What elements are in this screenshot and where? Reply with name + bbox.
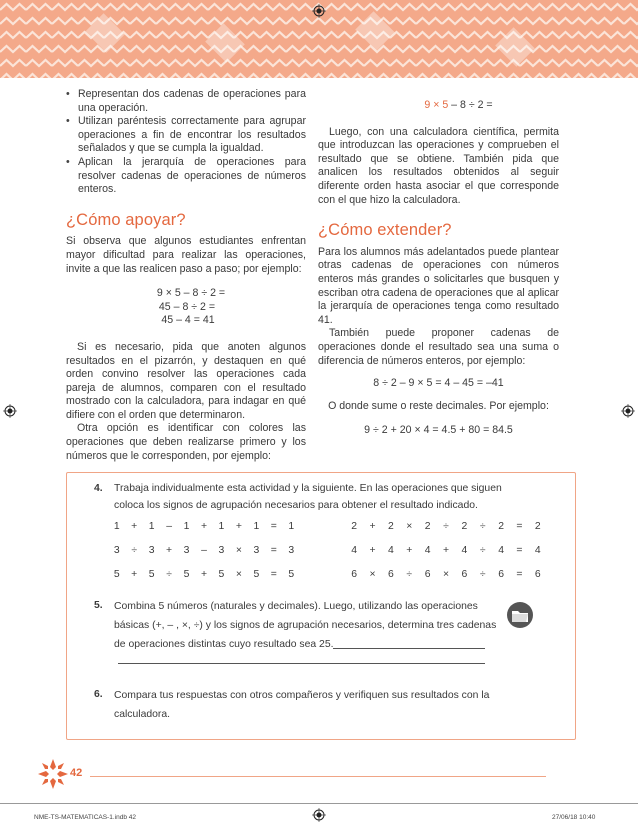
equation-token: 2 bbox=[461, 521, 468, 532]
activity-number: 6. bbox=[94, 689, 103, 700]
equation-token: 1 bbox=[113, 521, 120, 532]
paragraph: Si observa que algunos estudiantes enfrentan mayor dificultad para realizar las operaciones, invite a que las realicen paso a paso; por ejemplo: bbox=[66, 235, 306, 275]
equation-token: 5 bbox=[113, 569, 120, 580]
example-rest: – 8 ÷ 2 = bbox=[448, 99, 493, 111]
equation-token: × bbox=[442, 569, 450, 580]
equation-token: + bbox=[442, 545, 450, 556]
equation-token: 6 bbox=[351, 569, 358, 580]
equation-token: – bbox=[201, 545, 207, 556]
equation-token: + bbox=[200, 521, 208, 532]
activity-text-line: Trabaja individualmente esta actividad y la siguiente. En las operaciones que siguen bbox=[114, 483, 502, 494]
activity-text-line: Combina 5 números (naturales y decimales). Luego, utilizando las operaciones bbox=[114, 601, 478, 612]
equation-token: 6 bbox=[461, 569, 468, 580]
step-line: 9 × 5 – 8 ÷ 2 = bbox=[156, 287, 226, 300]
equation-token: 4 bbox=[498, 545, 504, 556]
equations-left bbox=[108, 521, 300, 593]
equation-token: 1 bbox=[218, 521, 225, 532]
activity-text-line: de operaciones distintas cuyo resultado sea 25. bbox=[114, 639, 334, 650]
equation-token: ÷ bbox=[406, 569, 413, 580]
equation-token: ÷ bbox=[479, 545, 486, 556]
equation-token: 4 bbox=[388, 545, 394, 556]
equation-token: = bbox=[516, 521, 523, 532]
paragraph: También puede proponer cadenas de operaciones donde el resultado sea una suma o diferencia de números enteros, por ejemplo: bbox=[318, 327, 559, 367]
footer-divider bbox=[90, 776, 546, 777]
list-item: • Utilizan paréntesis correctamente para agrupar operaciones a fin de encontrar los resultados señalados y que se cumpla la igualdad. bbox=[66, 115, 306, 156]
paragraph: O donde sume o reste decimales. Por ejemplo: bbox=[328, 399, 549, 412]
list-item: • Aplican la jerarquía de operaciones para resolver cadenas de operaciones de números enteros. bbox=[66, 156, 306, 197]
step-line: 45 – 4 = 41 bbox=[161, 314, 215, 327]
activity-text-line: Compara tus respuestas con otros compañeros y verifiquen sus resultados con la bbox=[114, 690, 490, 701]
answer-line[interactable] bbox=[118, 663, 485, 664]
registration-mark-icon bbox=[312, 808, 326, 822]
equation-token: – bbox=[166, 521, 172, 532]
equation-token: 3 bbox=[183, 545, 190, 556]
folder-icon bbox=[505, 601, 535, 629]
equation-token: = bbox=[516, 545, 523, 556]
paragraph: Luego, con una calculadora científica, permita que introduzcan las operaciones y comprueben el resultado que se obtiene. También pida que analicen los resultados obtenidos al seguir diferente orden hasta asociar el que corresponde con el que hizo la calculadora. bbox=[318, 125, 559, 206]
equation-token: ÷ bbox=[479, 569, 486, 580]
equation-token: 2 bbox=[498, 521, 504, 532]
activity-5 bbox=[94, 597, 554, 657]
equation-token: = bbox=[516, 569, 523, 580]
page-number: 42 bbox=[70, 767, 83, 779]
crop-line bbox=[0, 803, 638, 804]
equation-token: 4 bbox=[424, 545, 431, 556]
activity-text-line: coloca los signos de agrupación necesarios para obtener el resultado indicado. bbox=[114, 500, 478, 511]
equation-token: + bbox=[200, 569, 208, 580]
activity-text-line: calculadora. bbox=[114, 709, 171, 720]
print-file-name: NME-TS-MATEMATICAS-1.indb 42 bbox=[34, 814, 136, 821]
equation-token: 2 bbox=[424, 521, 431, 532]
activity-text-line: básicas (+, – , ×, ÷) y los signos de agrupación necesarios, determina tres cadenas bbox=[114, 620, 497, 631]
example-equation: 9 ÷ 2 + 20 × 4 = 4.5 + 80 = 84.5 bbox=[364, 424, 513, 437]
equation-token: 1 bbox=[288, 521, 295, 532]
left-column bbox=[66, 88, 306, 463]
step-line: 45 – 8 ÷ 2 = bbox=[158, 300, 216, 313]
equation-token: × bbox=[235, 569, 242, 580]
equation-token: 2 bbox=[534, 521, 541, 532]
equation-token: 6 bbox=[498, 569, 504, 580]
equation-token: + bbox=[166, 545, 173, 556]
equation-token: ÷ bbox=[131, 545, 138, 556]
equation-token: 5 bbox=[288, 569, 295, 580]
equation-token: + bbox=[369, 521, 376, 532]
step-example bbox=[66, 287, 306, 328]
equation-token: 1 bbox=[183, 521, 190, 532]
activity-number: 4. bbox=[94, 483, 103, 494]
equation-token: 5 bbox=[253, 569, 260, 580]
activity-4 bbox=[94, 480, 554, 520]
equation-token: × bbox=[406, 521, 413, 532]
equation-token: 4 bbox=[351, 545, 358, 556]
equation-token: + bbox=[369, 545, 376, 556]
equation-token: ÷ bbox=[443, 521, 449, 532]
equation-token: 5 bbox=[218, 569, 225, 580]
equation-token: ÷ bbox=[166, 569, 172, 580]
activity-6 bbox=[94, 686, 554, 726]
equation-token: 5 bbox=[183, 569, 190, 580]
objectives-list bbox=[66, 88, 306, 197]
equation-token: 3 bbox=[218, 545, 225, 556]
print-date-time: 27/06/18 10:40 bbox=[552, 814, 596, 821]
equation-token: + bbox=[131, 521, 138, 532]
equation-token: = bbox=[270, 521, 277, 532]
equation-token: 3 bbox=[113, 545, 120, 556]
equation-token: 2 bbox=[388, 521, 394, 532]
decorative-star-icon bbox=[36, 757, 70, 791]
paragraph: Otra opción es identificar con colores las operaciones que deben realizarse primero y los números que le corresponden, por ejemplo: bbox=[66, 422, 306, 462]
equation-token: + bbox=[235, 521, 242, 532]
answer-line[interactable] bbox=[333, 648, 485, 649]
registration-mark-icon bbox=[3, 404, 17, 418]
list-item: • Representan dos cadenas de operaciones para una operación. bbox=[66, 88, 306, 115]
equation-token: 1 bbox=[148, 521, 155, 532]
paragraph: Si es necesario, pida que anoten algunos resultados en el pizarrón, y destaquen en qué orden convino resolver las operaciones cada pareja de alumnos, comparen con el resultado mostrado con la calculadora, para indagar en qué difiere con el orden que determinaron. bbox=[66, 340, 306, 421]
equations-right bbox=[345, 521, 547, 593]
equation-token: + bbox=[406, 545, 413, 556]
equation-token: × bbox=[369, 569, 376, 580]
section-heading-extender: ¿Cómo extender? bbox=[318, 221, 452, 240]
highlighted-operation: 9 × 5 bbox=[424, 99, 449, 111]
equation-token: 6 bbox=[534, 569, 541, 580]
paragraph: Para los alumnos más adelantados puede plantear otras cadenas de operaciones con números enteros más grandes o solicitarles que busquen y escriban otra cadena de operaciones que al aplicar la jerarquía de operaciones tenga como resultado 41. bbox=[318, 245, 559, 326]
equation-token: = bbox=[270, 545, 277, 556]
equation-token: 6 bbox=[388, 569, 394, 580]
equation-token: 1 bbox=[253, 521, 260, 532]
colored-example bbox=[318, 99, 559, 113]
equation-token: 5 bbox=[148, 569, 155, 580]
registration-mark-icon bbox=[312, 4, 326, 18]
equation-token: 2 bbox=[351, 521, 358, 532]
equation-token: 3 bbox=[288, 545, 295, 556]
equation-token: 3 bbox=[253, 545, 260, 556]
section-heading-apoyar: ¿Cómo apoyar? bbox=[66, 210, 186, 229]
equation-token: 4 bbox=[461, 545, 468, 556]
right-column bbox=[318, 99, 559, 438]
example-equation: 8 ÷ 2 – 9 × 5 = 4 – 45 = –41 bbox=[373, 377, 504, 390]
equation-token: = bbox=[270, 569, 277, 580]
equation-token: 6 bbox=[424, 569, 431, 580]
equation-token: × bbox=[235, 545, 242, 556]
equation-token: + bbox=[131, 569, 138, 580]
equation-token: ÷ bbox=[479, 521, 486, 532]
equation-token: 3 bbox=[148, 545, 155, 556]
activity-number: 5. bbox=[94, 600, 103, 611]
registration-mark-icon bbox=[621, 404, 635, 418]
equation-token: 4 bbox=[534, 545, 541, 556]
